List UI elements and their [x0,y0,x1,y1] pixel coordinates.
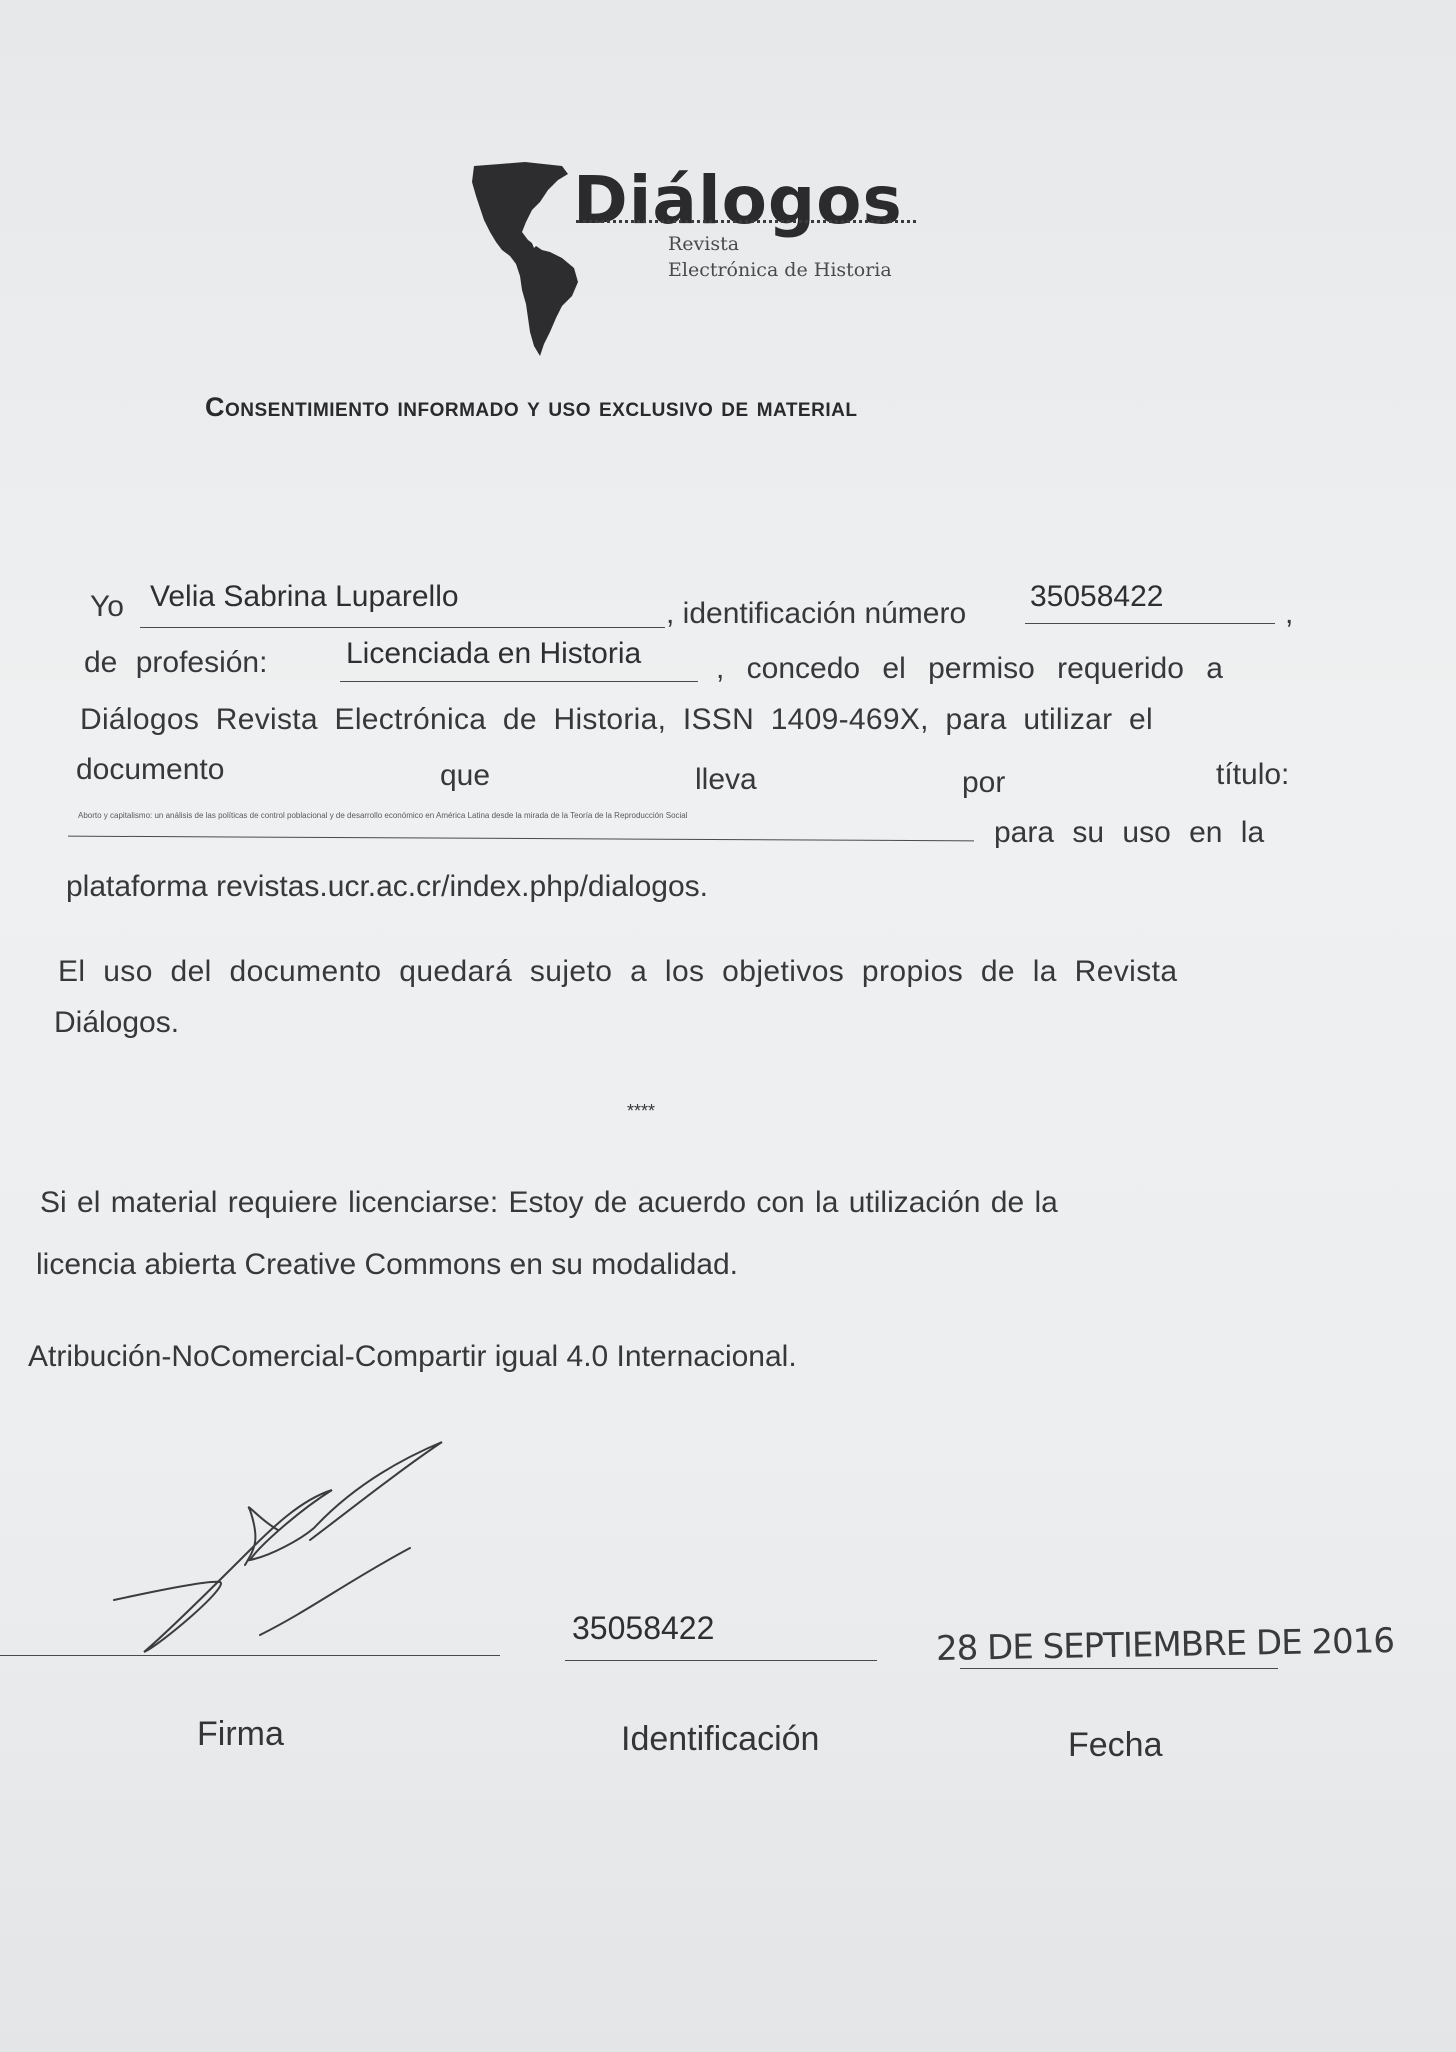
date-label: Fecha [1068,1726,1163,1764]
signature-id-value: 35058422 [572,1610,715,1646]
license-type: Atribución-NoComercial-Compartir igual 4.0 Internacional. [28,1340,797,1373]
platform-url-line: plataforma revistas.ucr.ac.cr/index.php/dialogos. [66,870,708,903]
grant-text: , concedo el permiso requerido a [716,652,1223,685]
word-titulo: título: [1216,758,1290,791]
id-number-underline [1025,623,1275,624]
profession-label: de profesión: [84,646,268,679]
license-line2: licencia abierta Creative Commons en su modalidad. [36,1248,739,1281]
logo-dotted-rule [576,220,916,223]
signature-label: Firma [197,1715,284,1753]
usage-text: para su uso en la [994,816,1265,849]
handwritten-date: 28 DE SEPTIEMBRE DE 2016 [935,1621,1395,1669]
word-documento: documento [76,753,225,786]
profession-underline [340,681,698,682]
yo-label: Yo [90,590,124,623]
logo-subtitle-revista: Revista [668,233,740,255]
id-label: , identificación número [666,597,967,630]
word-por: por [962,766,1006,799]
license-line1: Si el material requiere licenciarse: Estoy de acuerdo con la utilización de la [40,1186,1058,1219]
handwritten-signature [100,1430,460,1660]
americas-map-icon [470,160,580,360]
word-lleva: lleva [695,763,757,796]
document-title: Consentimiento informado y uso exclusivo de material [205,392,858,422]
word-que: que [440,759,491,792]
id-number-value: 35058422 [1030,580,1164,613]
logo-title: Diálogos [573,162,903,239]
document-title-underline [68,836,974,842]
usage-objectives-line2: Diálogos. [54,1006,180,1039]
date-underline [960,1668,1278,1669]
dialogos-logo [470,160,930,360]
usage-objectives-line1: El uso del documento quedará sujeto a los objetivos propios de la Revista [58,955,1178,988]
line-journal-issn: Diálogos Revista Electrónica de Historia, ISSN 1409-469X, para utilizar el [80,703,1154,736]
signature-underline [0,1655,500,1656]
identification-label: Identificación [621,1720,820,1758]
identification-underline [565,1660,877,1661]
name-underline [140,627,665,628]
logo-subtitle-electronica: Electrónica de Historia [668,259,892,281]
section-separator: **** [627,1101,656,1121]
name-value: Velia Sabrina Luparello [150,580,459,613]
document-title-value: Aborto y capitalismo: un análisis de las políticas de control poblacional y de desarrollo económico en América Latina desde la mirada de la Teoría de la Reproducción Social [78,811,688,820]
comma: , [1285,597,1294,630]
profession-value: Licenciada en Historia [346,637,642,670]
